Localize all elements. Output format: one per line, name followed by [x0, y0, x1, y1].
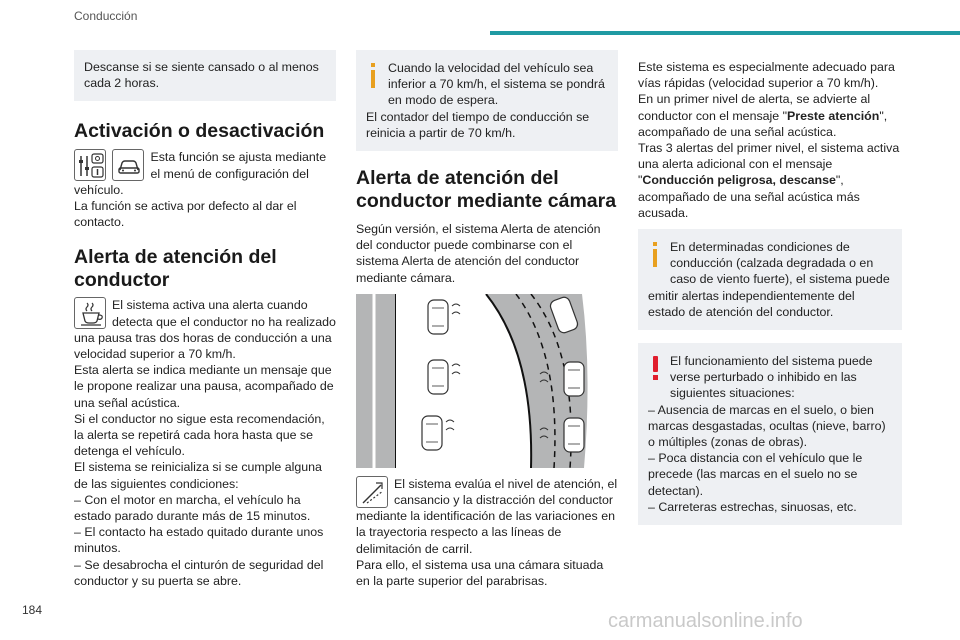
message-conduccion-peligrosa: Conducción peligrosa, descanse — [642, 173, 836, 188]
info-box-speed-text: Cuando la velocidad del vehículo sea inferior a 70 km/h, el sistema se pondrá en modo de espera. — [388, 61, 605, 108]
lane-icon-wrap — [356, 476, 388, 508]
lane-camera-illustration — [356, 294, 618, 468]
list-item: – Se desabrocha el cinturón de seguridad del conductor y su puerta se abre. — [74, 557, 324, 588]
list-item: – Con el motor en marcha, el vehículo ha estado parado durante más de 15 minutos. — [74, 492, 311, 524]
heading-camera-alert: Alerta de atención del conductor mediante cámara — [356, 167, 617, 213]
driver-alert-p2: Esta alerta se indica mediante un mensaje que le propone realizar una pausa, acompañado de una señal acústica. — [74, 363, 334, 410]
lane-departure-icon — [356, 476, 388, 508]
message-preste-atencion: Preste atención — [787, 108, 880, 123]
column-2 — [356, 50, 618, 589]
col3-p3: Tras 3 alertas del primer nivel, el sistema activa una alerta adicional con el mensaje "Conducción peligrosa, descanse", acompañado de una señal acústica más acusada. — [638, 141, 900, 220]
column-3 — [638, 50, 902, 525]
driver-alert-block — [74, 297, 336, 589]
activation-icons — [74, 149, 144, 181]
heading-driver-alert: Alerta de atención del conductor — [74, 246, 277, 292]
coffee-cup-icon — [74, 297, 106, 329]
header-accent-bar — [490, 31, 960, 35]
warning-intro: El funcionamiento del sistema puede verse perturbado o inhibido en las siguientes situaciones: — [670, 354, 873, 401]
list-item: – Ausencia de marcas en el suelo, o bien marcas desgastadas, ocultas (nieve, barro) o múltiples (zonas de obras). — [648, 402, 886, 450]
list-item: – Poca distancia con el vehículo que le precede (las marcas en el suelo no se detectan). — [648, 451, 863, 498]
activation-block — [74, 149, 336, 230]
camera-intro: Según versión, el sistema Alerta de atención del conductor puede combinarse con el sistema Alerta de atención del conductor mediante cámara. — [356, 222, 601, 285]
settings-icon — [74, 149, 106, 181]
info-icon — [648, 241, 664, 273]
camera-position-text: Para ello, el sistema usa una cámara situada en la parte superior del parabrisas. — [356, 557, 604, 589]
activation-icon-text: Esta función se ajusta mediante el menú de configuración del vehículo. — [74, 150, 327, 197]
info-box-conditions-text: En determinadas condiciones de conducción (calzada degradada o en caso de viento fuerte), el sistema puede emitir alertas independientemente del estado de atención del conductor. — [648, 240, 890, 319]
info-box-conditions — [638, 229, 902, 330]
column-1 — [74, 50, 336, 589]
list-item: – Carreteras estrechas, sinuosas, etc. — [648, 499, 857, 514]
camera-eval-block — [356, 476, 618, 589]
warning-box — [638, 343, 902, 525]
driver-alert-intro: El sistema activa una alerta cuando detecta que el conductor no ha realizado una pausa tras dos horas de conducción a una velocidad superior a 70 km/h. — [74, 298, 336, 362]
section-title: Conducción — [74, 9, 138, 23]
coffee-icon-wrap — [74, 297, 106, 329]
warning-icon — [648, 355, 664, 387]
activation-default-text: La función se activa por defecto al dar el contacto. — [74, 199, 297, 230]
list-item: – El contacto ha estado quitado durante unos minutos. — [74, 525, 324, 556]
camera-eval-text: El sistema evalúa el nivel de atención, el cansancio y la distracción del conductor mediante la identificación de las variaciones en la trayectoria respecto a las líneas de delimitación de carril. — [356, 476, 618, 556]
lane-drift-diagram — [356, 294, 618, 468]
info-box-counter-text: El contador del tiempo de conducción se reinicia a partir de 70 km/h. — [366, 109, 590, 140]
info-box-speed — [356, 50, 618, 151]
info-icon — [366, 62, 382, 94]
tip-text: Descanse si se siente cansado o al menos cada 2 horas. — [84, 60, 319, 91]
tip-box — [74, 50, 336, 101]
driver-alert-p3: Si el conductor no sigue esta recomendación, la alerta se repetirá cada hora hasta que se detenga el vehículo. — [74, 411, 325, 459]
heading-activation: Activación o desactivación — [74, 120, 325, 143]
car-icon — [112, 149, 144, 181]
col3-p2: En un primer nivel de alerta, se advierte al conductor con el mensaje "Preste atención", acompañado de una señal acústica. — [638, 92, 888, 139]
col3-p1: Este sistema es especialmente adecuado para vías rápidas (velocidad superior a 70 km/h). — [638, 60, 895, 91]
driver-alert-p4: El sistema se reinicializa si se cumple alguna de las siguientes condiciones: — [74, 460, 322, 491]
page-number: 184 — [22, 603, 43, 617]
watermark: carmanualsonline.info — [608, 610, 803, 632]
